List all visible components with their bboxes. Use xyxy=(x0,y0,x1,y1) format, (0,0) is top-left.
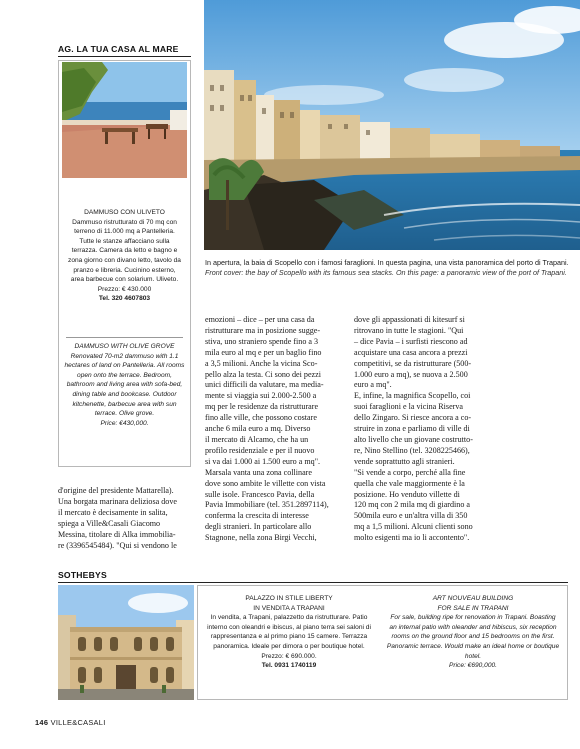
section-label-bottom: SOTHEBYS xyxy=(58,570,107,580)
palazzo-body-it: In vendita, a Trapani, palazzetto da ristrutturare. Patio interno con oleandri e ibiscus, al piano terra sei saloni di rappresentanza e al primo piano 15 camere. Terrazza panoramica. Ideale per dimora o per boutique hotel. Prezzo: € 690.000. xyxy=(207,614,371,660)
article-line: anche 6 mila euro a mq. Diverso xyxy=(205,424,311,434)
article-line: mente si viaggia sui 2.000-2.500 a xyxy=(205,391,317,401)
article-line: 1.000 euro a mq), se nuova a 2.500 xyxy=(354,369,468,379)
article-line: re (3396545484). "Qui si vendono le xyxy=(58,540,177,550)
article-line: ristrutturare ma in posizione sugge- xyxy=(205,325,321,335)
dammuso-ad-divider xyxy=(66,337,183,338)
article-line: profilo residenziale e per il nuovo xyxy=(205,445,315,455)
article-line: sulle isole. Francesco Pavia, della xyxy=(205,489,315,499)
dammuso-ad-it xyxy=(66,208,183,304)
article-line: competitivi, se da ristrutturare (500- xyxy=(354,358,472,368)
dammuso-body-en: Renovated 70-m2 dammuso with 1.1 hectares of land on Pantelleria. All rooms open onto the terrace. Bedroom, bathroom and living area with sofa-bed, dining table and bookcase. Outdoor kitchenette, barbecue area with sun terrace. Olive grove. xyxy=(64,352,185,418)
palazzo-title-it-2: IN VENDITA A TRAPANI xyxy=(253,604,325,612)
article-column-3 xyxy=(354,315,494,544)
article-line: 500mila euro e un'altra villa di 350 xyxy=(354,511,468,521)
article-line: mq per le residenze da ristrutturare xyxy=(205,402,319,412)
article-line: alto livello che un giovane costrutto- xyxy=(354,434,473,444)
section-label-top: AG. LA TUA CASA AL MARE xyxy=(58,44,179,54)
dammuso-body-it: Dammuso ristrutturato di 70 mq con terreno di 11.000 mq a Pantelleria. Tutte le stanze affacciano sulla terrazza. Camera da letto e bagno e zona giorno con divano letto, tavolo da pranzo e libreria. Cucinino esterno, area barbecue con solarium. Uliveto. xyxy=(68,218,181,284)
article-line: Messina, titolare di Alka immobilia- xyxy=(58,529,176,539)
article-line: mila euro al mq e per un baglio fino xyxy=(205,347,322,357)
article-line: "Si vende a corpo, perché alla fine xyxy=(354,467,466,477)
article-line: Marsala vanta una zona collinare xyxy=(205,467,312,477)
article-line: emozioni – dice – per una casa da xyxy=(205,315,315,324)
article-line: suoi faraglioni e la vicina Riserva xyxy=(354,402,464,412)
article-line: il mercato è decisamente in salita, xyxy=(58,507,168,517)
dammuso-title-it: DAMMUSO CON ULIVETO xyxy=(84,209,165,216)
magazine-name: VILLE&CASALI xyxy=(50,718,106,727)
dammuso-photo xyxy=(62,62,187,178)
article-line: quella che vale maggiormente è la xyxy=(354,478,465,488)
palazzo-price-en: Price: €690,000. xyxy=(448,662,498,670)
main-photo-trapani xyxy=(204,0,580,250)
article-line: degli stranieri. In particolare allo xyxy=(205,522,312,532)
dammuso-title-en: DAMMUSO WITH OLIVE GROVE xyxy=(74,343,175,350)
page-footer xyxy=(35,718,106,727)
article-line: dove gli appassionati di kitesurf si xyxy=(354,315,465,324)
article-line: fino alle ville, che possono costare xyxy=(205,413,317,423)
palazzo-tel: Tel. 0931 1740119 xyxy=(261,662,317,670)
article-line: Una borgata marinara deliziosa dove xyxy=(58,496,177,506)
article-line: 120 mq con 2 mila mq di giardino a xyxy=(354,500,470,510)
article-line: mq a 1,5 milioni. Alcuni clienti sono xyxy=(354,522,473,532)
article-line: ritrovano in tutte le stagioni. "Qui xyxy=(354,325,464,335)
article-line: posizione. Ho venduto villette di xyxy=(354,489,460,499)
dammuso-ad-en xyxy=(64,342,185,428)
article-column-2 xyxy=(205,315,341,544)
article-line: stiva, uno straniero spende fino a 3 xyxy=(205,336,319,346)
article-line: Stagnone, nella zona Birgi Vecchi, xyxy=(205,533,317,543)
dammuso-tel: Tel. 320 4607803 xyxy=(98,295,151,303)
article-line: unici difficili da valutare, ma media- xyxy=(205,380,324,390)
palazzo-photo xyxy=(58,585,194,700)
article-line: struire in zona e parliamo di ville di xyxy=(354,424,470,434)
article-line: – dice Pavia – i surfisti riescono ad xyxy=(354,336,468,346)
article-line: vende soprattutto agli stranieri. xyxy=(354,456,455,466)
article-line: euro a mq". xyxy=(354,380,392,390)
palazzo-title-it-1: PALAZZO IN STILE LIBERTY xyxy=(245,595,333,602)
dammuso-price-en: Price: €430,000. xyxy=(100,419,149,427)
article-line: a 3,5 milioni. Anche la vicina Sco- xyxy=(205,358,318,368)
article-line: E, infine, la magnifica Scopello, coi xyxy=(354,391,471,401)
article-column-1 xyxy=(58,486,194,551)
section-rule-top xyxy=(58,56,191,57)
article-line: dello Zingaro. Si riesce ancora a co- xyxy=(354,413,472,423)
palazzo-title-en-2: FOR SALE IN TRAPANI xyxy=(437,604,509,612)
palazzo-ad-it xyxy=(204,594,374,671)
page-number: 146 xyxy=(35,718,49,727)
article-line: Pavia Immobiliare (tel. 351.2897114), xyxy=(205,500,329,510)
photo-caption xyxy=(205,258,570,278)
article-line: conferma la crescita di interesse xyxy=(205,511,309,521)
article-line: dove sono ambite le villette con vista xyxy=(205,478,326,488)
article-line: pello alza la testa. Ci sono dei pezzi xyxy=(205,369,321,379)
caption-en: Front cover: the bay of Scopello with its famous sea stacks. On this page: a panoramic view of the port of Trapani. xyxy=(205,268,567,277)
dammuso-price-it: Prezzo: € 430.000 xyxy=(97,285,152,293)
caption-it: In apertura, la baia di Scopello con i famosi faraglioni. In questa pagina, una vista panoramica del porto di Trapani. xyxy=(205,258,569,267)
article-line: spiega a Ville&Casali Giacomo xyxy=(58,518,161,528)
article-line: si va dai 1.000 ai 1.500 euro a mq". xyxy=(205,456,321,466)
palazzo-title-en-1: ART NOUVEAU BUILDING xyxy=(432,595,514,602)
article-line: acquistare una casa ancora a prezzi xyxy=(354,347,468,357)
section-rule-bottom xyxy=(58,582,568,583)
article-line: il mercato di Alcamo, che ha un xyxy=(205,434,309,444)
article-line: re, Nino Stellino (tel. 3208225466), xyxy=(354,445,470,455)
palazzo-ad-en xyxy=(386,594,560,671)
palazzo-body-en: For sale, building ripe for renovation in Trapani. Boasting an internal patio with oleander and hibiscus, six reception rooms on the ground floor and 15 bedrooms on the first. Panoramic terrace. Would make an ideal home or boutique hotel. xyxy=(386,614,560,660)
article-line: molto esigenti ma io li accontento". xyxy=(354,533,470,543)
article-line: d'origine del presidente Mattarella). xyxy=(58,486,174,495)
